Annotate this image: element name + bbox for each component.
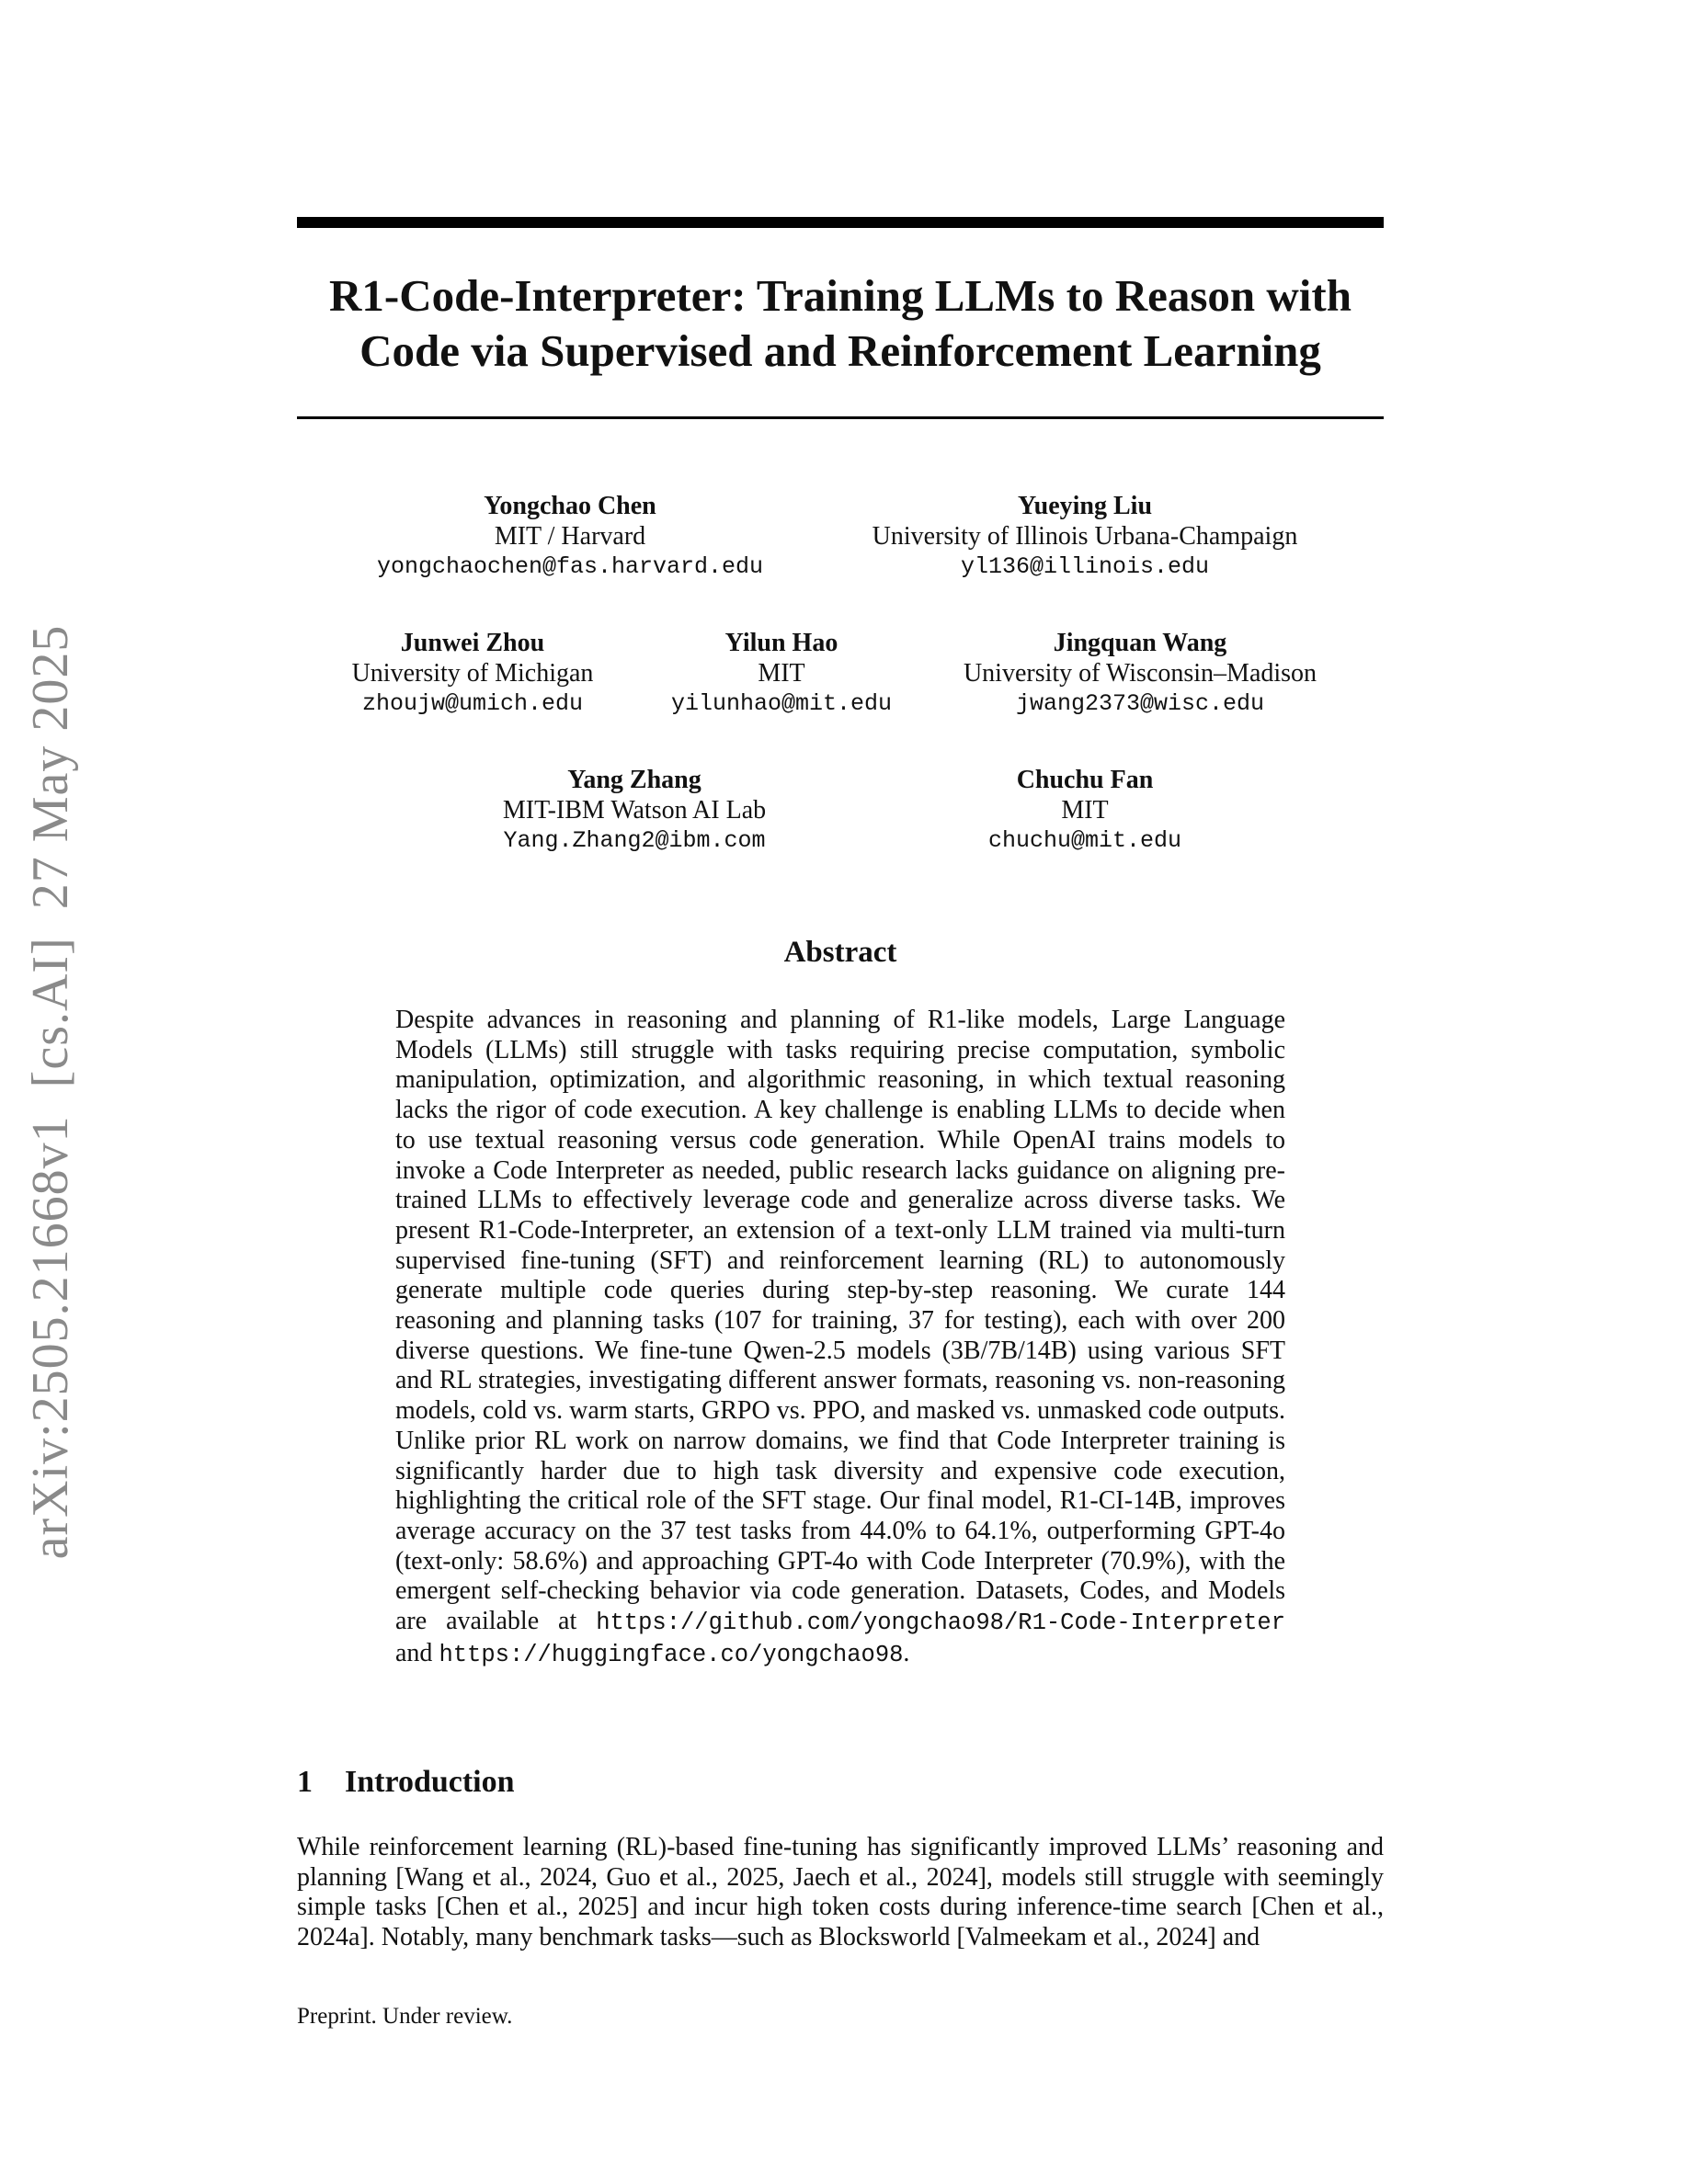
author-affiliation: University of Wisconsin–Madison [963,659,1317,688]
author-name: Yueying Liu [1017,492,1153,520]
author-name: Chuchu Fan [1016,766,1154,794]
author-email[interactable]: zhoujw@umich.edu [361,690,584,717]
abstract-heading: Abstract [783,936,897,969]
author-block [657,628,906,719]
author-block [335,628,610,719]
author-name: Yang Zhang [567,766,701,794]
author-affiliation: MIT [1061,796,1109,825]
author-block [368,491,772,582]
huggingface-link[interactable]: https://huggingface.co/yongchao98 [439,1641,904,1668]
author-email[interactable]: Yang.Zhang2@ibm.com [503,827,766,854]
section-heading-introduction [297,1765,515,1800]
paper-title [297,268,1384,379]
paper-title-line-1: R1-Code-Interpreter: Training LLMs to Reason with [329,270,1352,321]
footer-note: Preprint. Under review. [297,2004,513,2029]
author-affiliation: MIT-IBM Watson AI Lab [502,796,767,825]
abstract-end: . [903,1638,910,1667]
author-block [947,628,1333,719]
author-affiliation: University of Illinois Urbana-Champaign [872,522,1298,551]
title-bottom-rule [297,416,1384,419]
author-affiliation: MIT [758,659,805,688]
author-email[interactable]: yilunhao@mit.edu [670,690,893,717]
paper-title-line-2: Code via Supervised and Reinforcement Learning [359,325,1321,376]
abstract-conjunction: and [395,1638,433,1667]
author-email[interactable]: yongchaochen@fas.harvard.edu [376,553,764,580]
author-affiliation: MIT / Harvard [494,522,646,551]
author-name: Yilun Hao [724,629,838,657]
github-link[interactable]: https://github.com/yongchao98/R1-Code-Interpreter [596,1610,1286,1637]
title-top-rule [297,217,1384,228]
introduction-paragraph: While reinforcement learning (RL)-based fine-tuning has significantly improved LLMs’ reasoning and planning [Wang et al., 2024, Guo et al., 2025, Jaech et al., 2024], models still struggle with seemingly simple tasks [Chen et al., 2025] and incur high token costs during inference-time search [Chen et al., 2024a]. Notably, many benchmark tasks—such as Blocksworld [Valmeekam et al., 2024] and [297,1833,1384,1952]
author-name: Yongchao Chen [484,492,656,520]
author-email[interactable]: jwang2373@wisc.edu [1015,690,1265,717]
abstract-text: Despite advances in reasoning and planning of R1-like models, Large Language Models (LLMs) still struggle with tasks requiring precise computation, symbolic manipulation, optimization, and algorithmic reasoning, in which textual reasoning lacks the rigor of code execution. A key challenge is enabling LLMs to decide when to use textual reasoning versus code generation. While OpenAI trains models to invoke a Code Interpreter as needed, public research lacks guidance on aligning pre-trained LLMs to effectively leverage code and generalize across diverse tasks. We present R1-Code-Interpreter, an extension of a text-only LLM trained via multi-turn supervised fine-tuning (SFT) and reinforcement learning (RL) to autonomously generate multiple code queries during step-by-step reasoning. We curate 144 reasoning and planning tasks (107 for training, 37 for testing), each with over 200 diverse questions. We fine-tune Qwen-2.5 models (3B/7B/14B) using various SFT and RL strategies, investigating different answer formats, reasoning vs. non-reasoning models, cold vs. warm starts, GRPO vs. PPO, and masked vs. unmasked code outputs. Unlike prior RL work on narrow domains, we find that Code Interpreter training is significantly harder due to high task diversity and expensive code execution, highlighting the critical role of the SFT stage. Our final model, R1-CI-14B, improves average accuracy on the 37 test tasks from 44.0% to 64.1%, outperforming GPT-4o (text-only: 58.6%) and approaching GPT-4o with Code Interpreter (70.9%), with the emergent self-checking behavior via code generation. Datasets, Codes, and Models are available at [395,1006,1285,1636]
author-name: Junwei Zhou [400,629,545,657]
arxiv-side-stamp: arXiv:2505.21668v1 [cs.AI] 27 May 2025 [22,624,79,1560]
author-block [947,765,1223,856]
author-affiliation: University of Michigan [351,659,594,688]
abstract-body [395,1006,1285,1670]
author-block [478,765,791,856]
section-title: Introduction [345,1765,515,1799]
section-number: 1 [297,1765,313,1799]
author-name: Jingquan Wang [1053,629,1227,657]
author-email[interactable]: chuchu@mit.edu [987,827,1182,854]
author-email[interactable]: yl136@illinois.edu [960,553,1210,580]
author-block [846,491,1324,582]
